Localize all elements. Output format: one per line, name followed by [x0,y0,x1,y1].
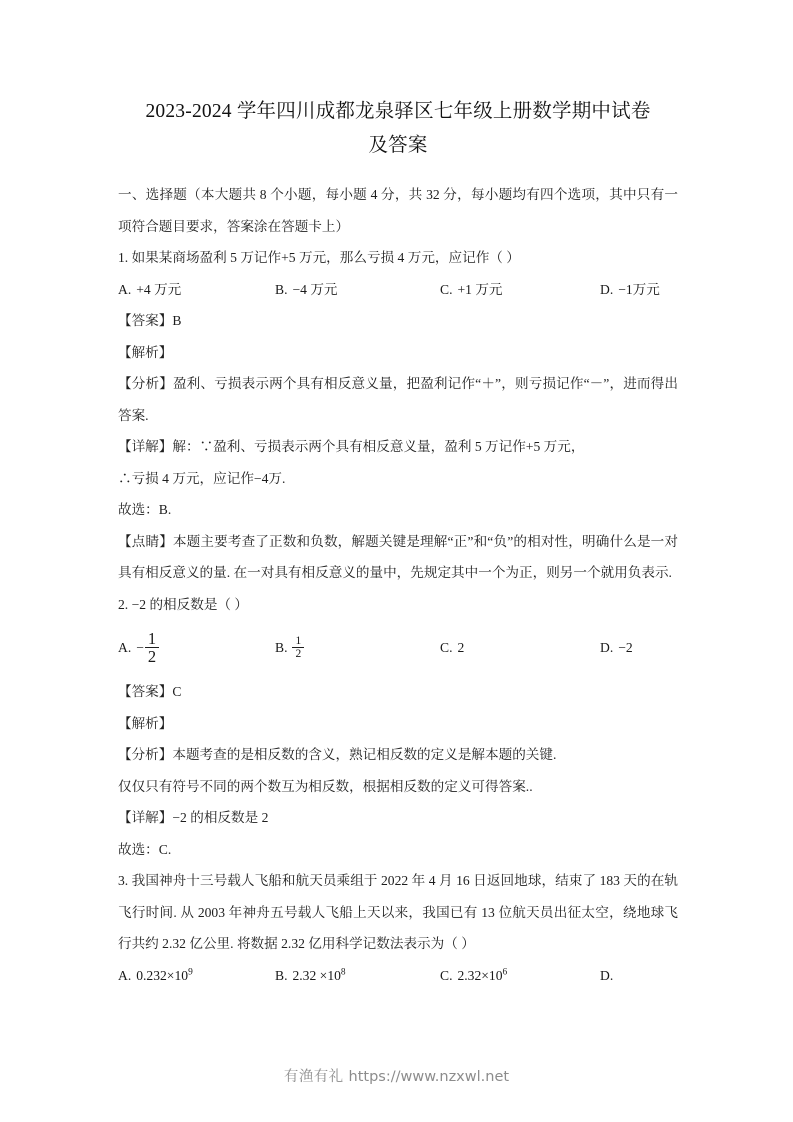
option-label: D. [600,640,614,655]
fraction-denominator: 2 [147,647,157,667]
option-text: +1 万元 [457,281,503,297]
question-3-option-c[interactable] [440,960,507,992]
fraction-half [292,635,304,660]
question-2-option-c[interactable] [440,620,464,676]
question-1-option-a[interactable] [118,274,181,306]
question-2-options [118,620,678,676]
page-footer [0,1065,793,1086]
option-label: A. [118,967,132,983]
page-title [118,95,678,163]
fraction-denominator: 2 [295,648,302,661]
footer-brand: 有渔有礼 [283,1069,344,1085]
option-mantissa: 2.32 ×10 [292,967,341,983]
option-sign: − [136,640,144,655]
question-1-options [118,274,678,306]
question-1-insight: 【点睛】本题主要考查了正数和负数，解题关键是理解“正”和“负”的相对性，明确什么是一对具有相反意义的量. 在一对具有相反意义的量中，先规定其中一个为正，则另一个就用负表示. [118,533,678,580]
question-3-options [118,960,678,992]
question-1-analysis: 【分析】盈利、亏损表示两个具有相反意义量，把盈利记作“＋”，则亏损记作“－”，进而得出答案. [118,376,678,423]
page-title-line-1: 2023-2024 学年四川成都龙泉驿区七年级上册数学期中试卷 [145,101,651,122]
question-2-analysis-line-1: 【分析】本题考查的是相反数的含义，熟记相反数的定义是解本题的关键. [118,747,557,762]
question-2-detail-line-1: 【详解】−2 的相反数是 2 [118,810,269,825]
question-2-option-d[interactable] [600,620,633,676]
document-content [118,95,678,991]
option-exponent: 9 [188,966,193,977]
option-label: C. [440,281,453,297]
fraction-numerator: 1 [145,630,159,648]
question-2-option-b[interactable] [275,620,304,676]
footer-site-url: https://www.nzxwl.net [348,1069,510,1085]
option-label: A. [118,281,132,297]
question-3-option-d[interactable] [600,960,618,992]
option-label: B. [275,640,288,655]
option-exponent: 8 [340,966,346,977]
question-3-stem: 3. 我国神舟十三号载人飞船和航天员乘组于 2022 年 4 月 16 日返回地球，结束了 183 天的在轨飞行时间. 从 2003 年神舟五号载人飞船上天以来，我国已有 13 位航天员出征太空，绕地球飞行共约 2.32 亿公里. 将数据 2.32 亿用科学记数法表示为（ ） [118,873,678,951]
option-text: −1万元 [618,281,660,297]
question-1-option-d[interactable] [600,274,660,306]
option-label: C. [440,640,453,655]
option-text: −4 万元 [292,281,338,297]
question-2-stem: 2. −2 的相反数是（ ） [118,596,249,612]
section-heading: 一、选择题（本大题共 8 个小题，每小题 4 分，共 32 分，每小题均有四个选项，其中只有一项符合题目要求，答案涂在答题卡上） [118,187,678,234]
question-3-option-a[interactable] [118,960,193,992]
fraction-numerator: 1 [292,635,304,648]
question-3-option-b[interactable] [275,960,346,992]
question-1-stem: 1. 如果某商场盈利 5 万记作+5 万元，那么亏损 4 万元，应记作（ ） [118,250,520,265]
question-2-option-a[interactable] [118,620,159,676]
option-label: B. [275,967,288,983]
question-2-answer: 【答案】C [118,684,182,699]
option-text: 2 [457,640,465,655]
option-mantissa: 0.232×10 [136,967,189,983]
option-label: B. [275,281,288,297]
fraction-half-negative [145,630,159,666]
question-1-choice: 故选：B. [118,502,172,517]
option-label: D. [600,281,614,297]
option-mantissa: 2.32×10 [457,967,503,983]
question-1-detail-line-1: 【详解】解：∵盈利、亏损表示两个具有相反意义量，盈利 5 万记作+5 万元， [118,439,585,454]
option-label: A. [118,640,132,655]
question-2-choice: 故选：C. [118,841,172,857]
question-1-answer: 【答案】B [118,313,182,328]
question-2-analysis-line-2: 仅仅只有符号不同的两个数互为相反数，根据相反数的定义可得答案.. [118,778,533,794]
question-1-detail-line-2: ∴亏损 4 万元，应记作−4万. [118,470,286,486]
question-1-analysis-header: 【解析】 [118,344,173,360]
option-exponent: 6 [502,966,508,977]
option-text: +4 万元 [136,281,182,297]
question-1-option-c[interactable] [440,274,503,306]
option-label: D. [600,967,614,983]
option-text: −2 [618,640,633,655]
option-label: C. [440,967,453,983]
question-1-option-b[interactable] [275,274,338,306]
question-2-analysis-header: 【解析】 [118,715,173,731]
page-title-line-2: 及答案 [368,135,428,156]
